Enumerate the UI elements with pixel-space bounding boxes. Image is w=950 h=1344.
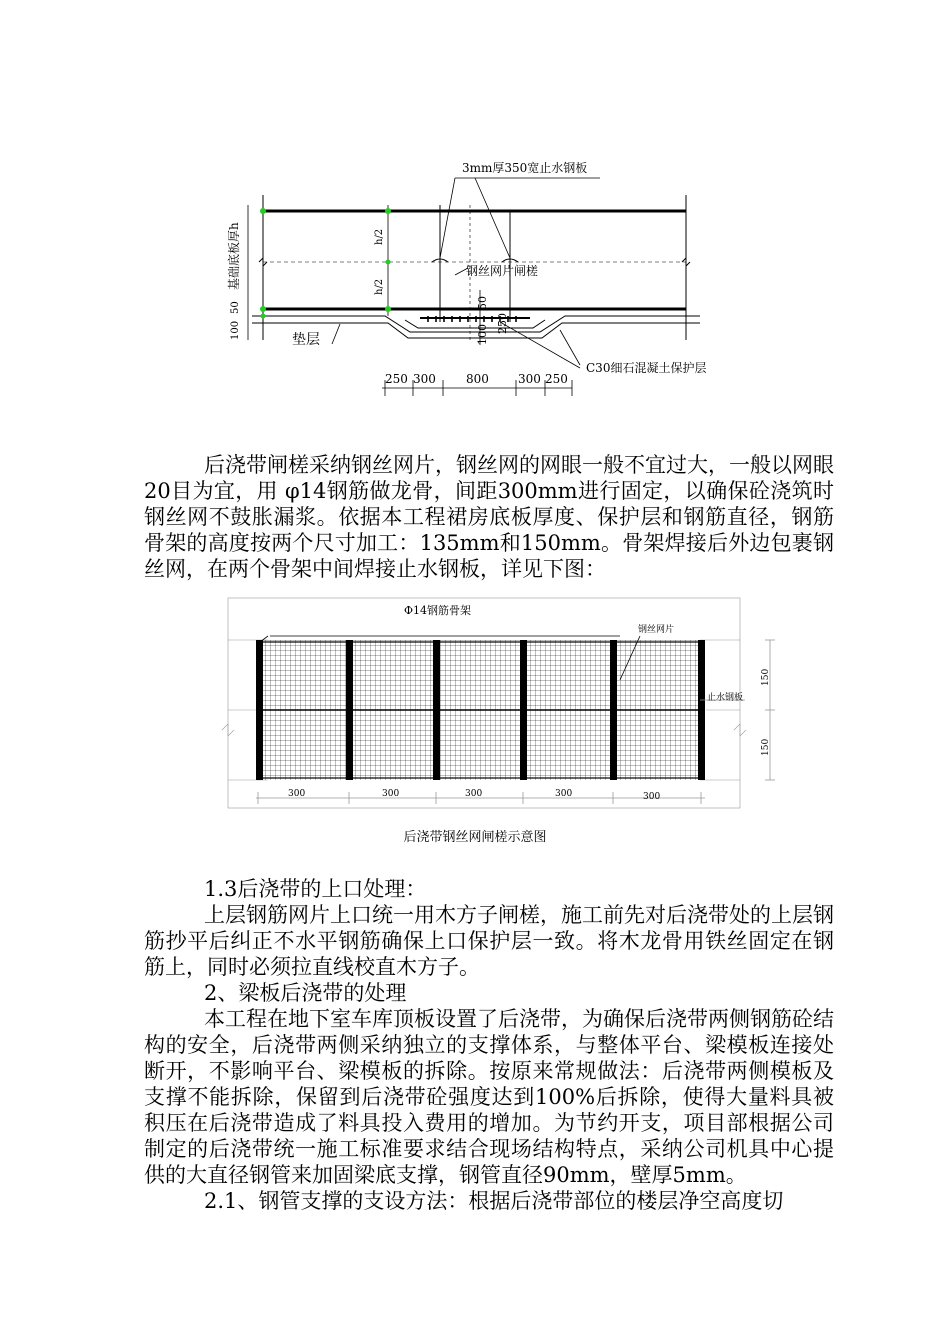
paragraph-upper-opening: 上层钢筋网片上口统一用木方子闸槎，施工前先对后浇带处的上层钢筋抄平后纠正不水平钢筋确保上口保护层一致。将木龙骨用铁丝固定在钢筋上，同时必须拉直线校直木方子。 [144, 903, 834, 979]
body-section-2 [144, 876, 834, 1214]
mesh-sheet-label: 钢丝网片 [638, 625, 675, 635]
dim-300-1: 300 [288, 789, 306, 799]
waterstop-plate-label: 止水钢板 [707, 693, 744, 703]
dim-100-left: 100 [230, 320, 241, 340]
slab-thickness-label: 基础底板厚h [227, 222, 241, 290]
paragraph-beam-slab: 本工程在地下室车库顶板设置了后浇带，为确保后浇带两侧钢筋砼结构的安全，后浇带两侧采纳独立的支撑体系，与整体平台、梁模板连接处断开，不影响平台、梁模板的拆除。按原来常规做法：后浇带两侧模板及支撑不能拆除，保留到后浇带砼强度达到100%后拆除，使得大量料具被积压在后浇带造成了料具投入费用的增加。为节约开支，项目部根据公司制定的后浇带统一施工标准要求结合现场结构特点，采纳公司机具中心提供的大直径钢管来加固梁底支撑，钢管直径90mm，壁厚5mm。 [144, 1007, 834, 1187]
dim-50-center: 50 [476, 296, 489, 310]
dim-300-2: 300 [382, 789, 400, 799]
heading-1-3: 1.3后浇带的上口处理： [204, 877, 427, 901]
dim-300-b: 300 [518, 372, 541, 386]
h2-top-label: h/2 [374, 228, 385, 245]
dim-150-top: 150 [761, 668, 771, 686]
dim-250-a: 250 [385, 372, 408, 386]
figure-caption: 后浇带钢丝网闸槎示意图 [403, 830, 547, 845]
dim-300-a: 300 [413, 372, 436, 386]
frame-label: Φ14钢筋骨架 [404, 604, 472, 617]
mesh-diagram [0, 590, 950, 820]
heading-2: 2、梁板后浇带的处理 [204, 981, 407, 1005]
c30-label: C30细石混凝土保护层 [586, 361, 707, 375]
dim-100-center: 100 [476, 324, 489, 345]
cushion-label: 垫层 [292, 332, 320, 348]
mesh-label: 钢丝网片闸槎 [466, 264, 539, 278]
paragraph-steel-pipe-support: 2.1、钢管支撑的支设方法：根据后浇带部位的楼层净空高度切 [204, 1189, 784, 1213]
h2-bottom-label: h/2 [374, 278, 385, 295]
dim-50-left: 50 [230, 301, 241, 314]
dim-150-bottom: 150 [761, 738, 771, 756]
dim-250-b: 250 [545, 372, 568, 386]
section-diagram [0, 0, 950, 420]
paragraph-mesh-description: 后浇带闸槎采纳钢丝网片，钢丝网的网眼一般不宜过大，一般以网眼20目为宜，用 φ14钢筋做龙骨，间距300mm进行固定，以确保砼浇筑时钢丝网不鼓胀漏浆。依据本工程裙房底板厚度、保护层和钢筋直径，钢筋骨架的高度按两个尺寸加工：135mm和150mm。骨架焊接后外边包裹钢丝网，在两个骨架中间焊接止水钢板，详见下图： [144, 453, 834, 581]
dim-250-center: 250 [496, 313, 509, 334]
waterstop-label: 3mm厚350宽止水钢板 [462, 161, 588, 175]
body-section-1 [144, 452, 834, 582]
dim-300-3: 300 [465, 789, 483, 799]
dim-300-5: 300 [643, 792, 661, 802]
dim-800: 800 [466, 372, 489, 386]
dim-300-4: 300 [555, 789, 573, 799]
